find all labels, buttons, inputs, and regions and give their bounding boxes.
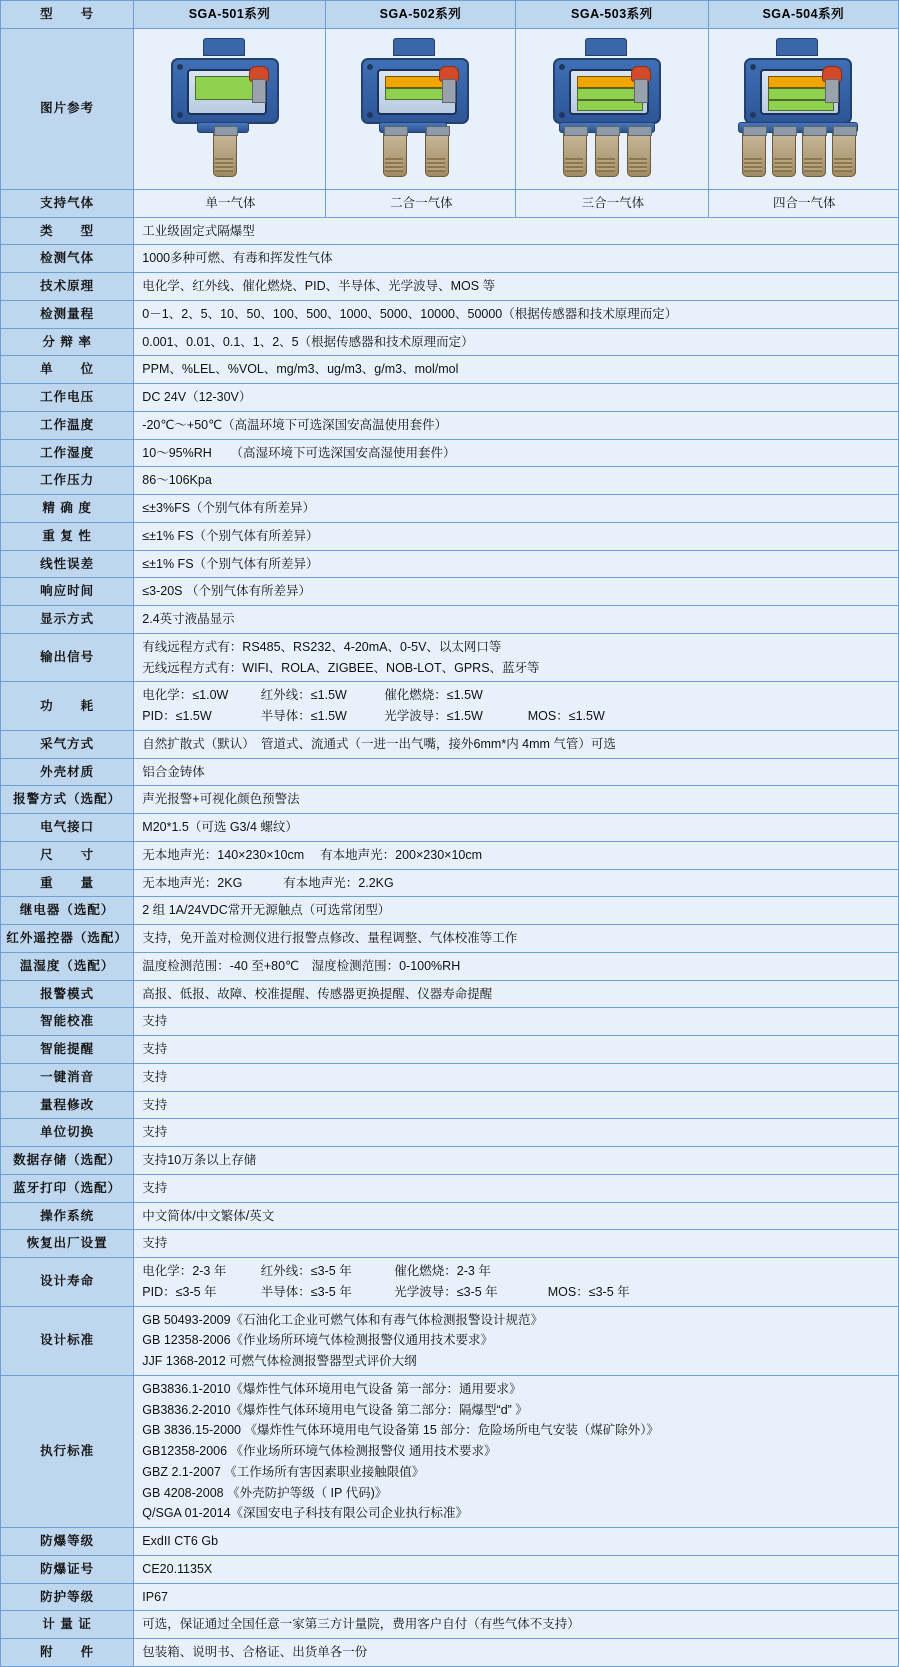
table-row [1,550,899,578]
row-label: 一键消音 [1,1063,134,1091]
row-label: 工作电压 [1,384,134,412]
gas-support-4: 四合一气体 [708,189,898,217]
exec-standard-line: GB3836.2-2010《爆炸性气体环境用电气设备 第二部分：隔爆型“d” 》 [142,1402,528,1417]
row-value: 工业级固定式隔爆型 [134,217,899,245]
row-value: CE20.1135X [134,1555,899,1583]
table-row [1,980,899,1008]
row-label: 响应时间 [1,578,134,606]
table-row [1,1528,899,1556]
row-label: 工作湿度 [1,439,134,467]
table-row [1,1230,899,1258]
exec-standard-line: GB3836.1-2010《爆炸性气体环境用电气设备 第一部分：通用要求》 [142,1381,522,1396]
design-standard-line: JJF 1368-2012 可燃气体检测报警器型式评价大纲 [142,1354,417,1368]
row-label-exec-standard: 执行标准 [1,1375,134,1527]
row-value: 电化学、红外线、催化燃烧、PID、半导体、光学波导、MOS 等 [134,273,899,301]
row-value-output-signal [134,633,899,682]
row-value: 支持10万条以上存储 [134,1147,899,1175]
row-value: 支持 [134,1036,899,1064]
row-value: 温度检测范围：-40 至+80℃ 湿度检测范围：0-100%RH [134,952,899,980]
output-wireless: 无线远程方式有：WIFI、ROLA、ZIGBEE、NOB-LOT、GPRS、蓝牙等 [142,660,540,675]
row-label: 线性误差 [1,550,134,578]
row-value: 自然扩散式（默认） 管道式、流通式（一进一出气嘴，接外6mm*内 4mm 气管）可选 [134,730,899,758]
row-value: 支持 [134,1091,899,1119]
table-row [1,786,899,814]
row-value: -20℃～+50℃（高温环境下可选深国安高温使用套件） [134,411,899,439]
row-label: 防护等级 [1,1583,134,1611]
table-row [1,578,899,606]
row-label-gas-support: 支持气体 [1,189,134,217]
design-standard-line: GB 12358-2006《作业场所环境气体检测报警仪通用技术要求》 [142,1333,494,1348]
table-row [1,606,899,634]
row-label: 采气方式 [1,730,134,758]
table-row [1,1202,899,1230]
row-label: 计 量 证 [1,1611,134,1639]
row-value: 支持 [134,1008,899,1036]
row-label: 单位切换 [1,1119,134,1147]
row-value-power [134,682,899,731]
row-label: 红外遥控器（选配） [1,925,134,953]
exec-standard-line: GB12358-2006 《作业场所环境气体检测报警仪 通用技术要求》 [142,1444,497,1458]
table-row [1,1174,899,1202]
table-row [1,730,899,758]
row-value: 10～95%RH （高湿环境下可选深国安高湿使用套件） [134,439,899,467]
row-label-power: 功 耗 [1,682,134,731]
output-wired: 有线远程方式有：RS485、RS232、4-20mA、0-5V、以太网口等 [142,639,502,654]
table-row-exec-standard [1,1375,899,1527]
row-label: 尺 寸 [1,841,134,869]
row-value-exec-standard [134,1375,899,1527]
lifespan-item: 半导体：≤3-5 年 [260,1284,352,1299]
gas-support-2: 二合一气体 [325,189,515,217]
row-value: 86～106Kpa [134,467,899,495]
row-value: 声光报警+可视化颜色预警法 [134,786,899,814]
table-row [1,495,899,523]
lifespan-line-1 [142,1261,892,1282]
row-label-model: 型 号 [1,1,134,29]
table-row [1,814,899,842]
row-value: 支持 [134,1119,899,1147]
row-value: 0.001、0.01、0.1、1、2、5（根据传感器和技术原理而定） [134,328,899,356]
row-label: 电气接口 [1,814,134,842]
row-value: IP67 [134,1583,899,1611]
table-row [1,925,899,953]
row-label: 报警模式 [1,980,134,1008]
row-value: PPM、%LEL、%VOL、mg/m3、ug/m3、g/m3、mol/mol [134,356,899,384]
row-value: 铝合金铸体 [134,758,899,786]
power-item: 光学波导：≤1.5W [384,709,483,723]
row-value: 0－1、2、5、10、50、100、500、1000、5000、10000、50000（根据传感器和技术原理而定） [134,300,899,328]
power-item: MOS：≤1.5W [527,709,605,723]
row-label: 检测量程 [1,300,134,328]
table-row [1,300,899,328]
table-row [1,384,899,412]
table-row [1,217,899,245]
table-row [1,439,899,467]
table-row [1,1583,899,1611]
model-header-4: SGA-504系列 [708,1,898,29]
design-standard-line: GB 50493-2009《石油化工企业可燃气体和有毒气体检测报警设计规范》 [142,1312,544,1327]
row-value: 无本地声光：140×230×10cm 有本地声光：200×230×10cm [134,841,899,869]
row-label: 防爆证号 [1,1555,134,1583]
row-value: 1000多种可燃、有毒和挥发性气体 [134,245,899,273]
row-value: 支持，免开盖对检测仪进行报警点修改、量程调整、气体校准等工作 [134,925,899,953]
table-row [1,1555,899,1583]
gas-support-3: 三合一气体 [516,189,708,217]
row-label: 防爆等级 [1,1528,134,1556]
lifespan-item: PID：≤3-5 年 [142,1284,217,1299]
product-image-1 [134,28,325,189]
row-value: 支持 [134,1230,899,1258]
product-image-3 [516,28,708,189]
row-value-design-standard [134,1306,899,1375]
row-label: 精 确 度 [1,495,134,523]
power-item: PID：≤1.5W [142,709,212,723]
row-label: 检测气体 [1,245,134,273]
row-value: 中文简体/中文繁体/英文 [134,1202,899,1230]
row-value: 支持 [134,1063,899,1091]
row-label-output-signal: 输出信号 [1,633,134,682]
table-row [1,245,899,273]
row-value: ≤3-20S （个别气体有所差异） [134,578,899,606]
table-row [1,1063,899,1091]
lifespan-item: 电化学：2-3 年 [142,1264,227,1278]
row-label: 重 量 [1,869,134,897]
power-line-1 [142,685,892,706]
table-row [1,467,899,495]
row-label-design-standard: 设计标准 [1,1306,134,1375]
row-label: 单 位 [1,356,134,384]
row-value: 包装箱、说明书、合格证、出货单各一份 [134,1639,899,1667]
row-label: 智能校准 [1,1008,134,1036]
row-label: 类 型 [1,217,134,245]
row-value: 无本地声光：2KG 有本地声光：2.2KG [134,869,899,897]
row-value: ≤±1% FS（个别气体有所差异） [134,522,899,550]
table-row [1,897,899,925]
row-label: 蓝牙打印（选配） [1,1174,134,1202]
row-value: 可选，保证通过全国任意一家第三方计量院，费用客户自付（有些气体不支持） [134,1611,899,1639]
table-row [1,411,899,439]
row-label: 继电器（选配） [1,897,134,925]
row-value: M20*1.5（可选 G3/4 螺纹） [134,814,899,842]
table-row [1,356,899,384]
table-row [1,952,899,980]
power-line-2 [142,706,892,727]
exec-standard-line: Q/SGA 01-2014《深国安电子科技有限公司企业执行标准》 [142,1506,469,1521]
table-row [1,1639,899,1667]
lifespan-item: MOS：≤3-5 年 [547,1284,630,1299]
row-label: 量程修改 [1,1091,134,1119]
row-label-picture: 图片参考 [1,28,134,189]
row-label: 报警方式（选配） [1,786,134,814]
row-value: ≤±3%FS（个别气体有所差异） [134,495,899,523]
table-row [1,1611,899,1639]
table-row [1,758,899,786]
table-row-power [1,682,899,731]
product-image-2 [325,28,515,189]
exec-standard-line: GBZ 2.1-2007 《工作场所有害因素职业接触限值》 [142,1464,425,1479]
lifespan-line-2 [142,1282,892,1303]
row-value: ExdII CT6 Gb [134,1528,899,1556]
table-row-gas-support [1,189,899,217]
row-label: 工作压力 [1,467,134,495]
power-item: 半导体：≤1.5W [260,709,347,723]
exec-standard-line: GB 3836.15-2000 《爆炸性气体环境用电气设备第 15 部分：危险场所电气安装（煤矿除外）》 [142,1423,660,1438]
gas-support-1: 单一气体 [134,189,325,217]
row-label: 附 件 [1,1639,134,1667]
row-label: 温湿度（选配） [1,952,134,980]
model-header-2: SGA-502系列 [325,1,515,29]
table-row [1,522,899,550]
table-row-model-header [1,1,899,29]
row-label: 数据存储（选配） [1,1147,134,1175]
table-row [1,841,899,869]
row-value-lifespan [134,1258,899,1307]
table-row [1,1008,899,1036]
table-row-pictures [1,28,899,189]
table-row-output-signal [1,633,899,682]
row-label: 工作温度 [1,411,134,439]
row-value: DC 24V（12-30V） [134,384,899,412]
table-row [1,1147,899,1175]
model-header-1: SGA-501系列 [134,1,325,29]
row-value: 2.4英寸液晶显示 [134,606,899,634]
row-value: ≤±1% FS（个别气体有所差异） [134,550,899,578]
row-label: 外壳材质 [1,758,134,786]
row-label: 显示方式 [1,606,134,634]
row-label: 操作系统 [1,1202,134,1230]
row-label: 重 复 性 [1,522,134,550]
power-item: 电化学：≤1.0W [142,688,229,703]
row-label: 智能提醒 [1,1036,134,1064]
table-row-design-standard [1,1306,899,1375]
row-label: 分 辩 率 [1,328,134,356]
model-header-3: SGA-503系列 [516,1,708,29]
power-item: 红外线：≤1.5W [260,688,347,703]
row-label-lifespan: 设计寿命 [1,1258,134,1307]
lifespan-item: 红外线：≤3-5 年 [260,1264,352,1278]
power-item: 催化燃烧：≤1.5W [384,688,483,703]
row-label: 技术原理 [1,273,134,301]
lifespan-item: 催化燃烧：2-3 年 [394,1264,491,1278]
table-row [1,273,899,301]
row-value: 2 组 1A/24VDC常开无源触点（可选常闭型） [134,897,899,925]
row-label: 恢复出厂设置 [1,1230,134,1258]
table-row [1,1119,899,1147]
table-row [1,869,899,897]
table-row-lifespan [1,1258,899,1307]
product-image-4 [708,28,898,189]
table-row [1,328,899,356]
row-value: 支持 [134,1174,899,1202]
exec-standard-line: GB 4208-2008 《外壳防护等级（ IP 代码)》 [142,1485,388,1500]
table-row [1,1036,899,1064]
lifespan-item: 光学波导：≤3-5 年 [394,1284,498,1299]
table-row [1,1091,899,1119]
row-value: 高报、低报、故障、校准提醒、传感器更换提醒、仪器寿命提醒 [134,980,899,1008]
